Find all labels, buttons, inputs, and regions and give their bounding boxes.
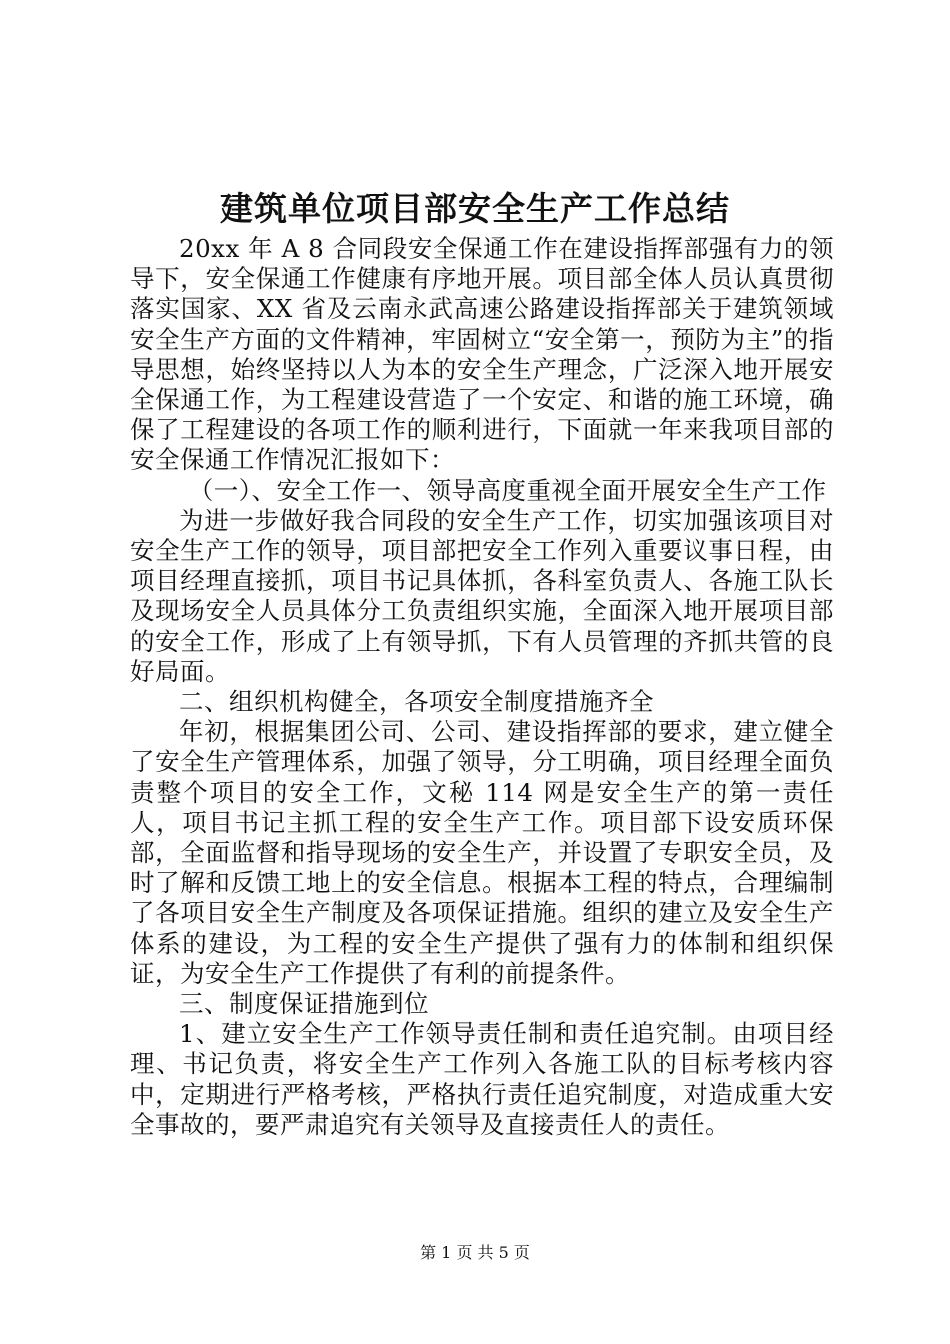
paragraph-responsibility: 1、建立安全生产工作领导责任制和责任追究制。由项目经理、书记负责，将安全生产工作列入各施工队的目标考核内容中，定期进行严格考核，严格执行责任追究制度，对造成重大安全事故的，要严肃追究有关领导及直接责任人的责任。 bbox=[130, 1019, 834, 1139]
document-title: 建筑单位项目部安全生产工作总结 bbox=[220, 189, 730, 228]
section-heading-3: 三、制度保证措施到位 bbox=[179, 989, 429, 1019]
paragraph-leadership: 为进一步做好我合同段的安全生产工作，切实加强该项目对安全生产工作的领导，项目部把安全工作列入重要议事日程，由项目经理直接抓，项目书记具体抓，各科室负责人、各施工队长及现场安全人员具体分工负责组织实施，全面深入地开展项目部的安全工作，形成了上有领导抓，下有人员管理的齐抓共管的良好局面。 bbox=[130, 505, 834, 686]
page-footer: 第 1 页 共 5 页 bbox=[420, 1243, 530, 1262]
section-heading-2: 二、组织机构健全，各项安全制度措施齐全 bbox=[179, 687, 654, 717]
document-body bbox=[130, 234, 834, 1140]
paragraph-organization: 年初，根据集团公司、公司、建设指挥部的要求，建立健全了安全生产管理体系，加强了领导，分工明确，项目经理全面负责整个项目的安全工作，文秘 114 网是安全生产的第一责任人，项目书记主抓工程的安全生产工作。项目部下设安质环保部，全面监督和指导现场的安全生产，并设置了专职安全员，及时了解和反馈工地上的安全信息。根据本工程的特点，合理编制了各项目安全生产制度及各项保证措施。组织的建立及安全生产体系的建设，为工程的安全生产提供了强有力的体制和组织保证，为安全生产工作提供了有利的前提条件。 bbox=[130, 717, 834, 988]
section-heading-1: （一）、安全工作一、领导高度重视全面开展安全生产工作 bbox=[188, 475, 827, 505]
paragraph-intro: 20xx 年 A 8 合同段安全保通工作在建设指挥部强有力的领导下，安全保通工作健康有序地开展。项目部全体人员认真贯彻落实国家、XX 省及云南永武高速公路建设指挥部关于建筑领域安全生产方面的文件精神，牢固树立“安全第一，预防为主”的指导思想，始终坚持以人为本的安全生产理念，广泛深入地开展安全保通工作，为工程建设营造了一个安定、和谐的施工环境，确保了工程建设的各项工作的顺利进行，下面就一年来我项目部的安全保通工作情况汇报如下： bbox=[130, 234, 834, 475]
